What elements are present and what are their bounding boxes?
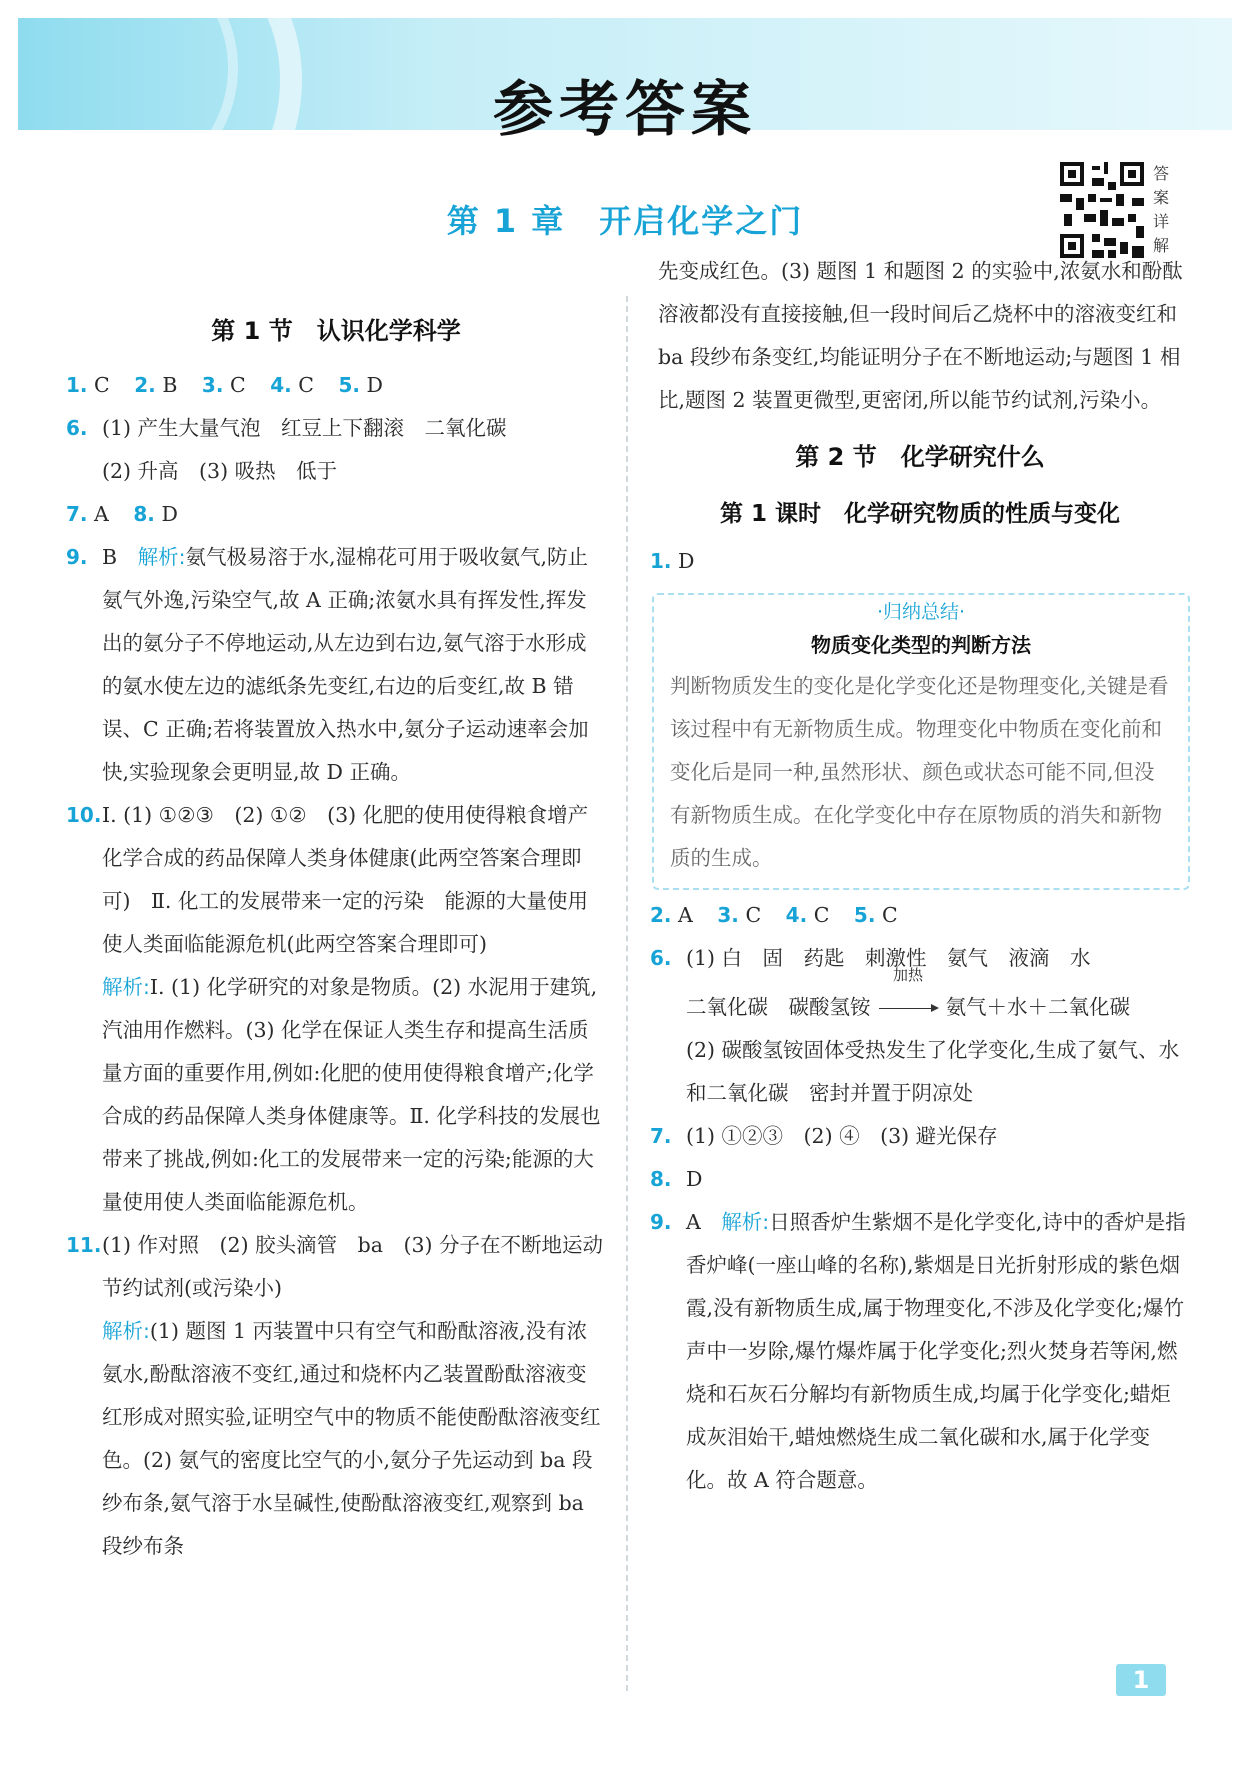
answer-item: 6. (1) 产生大量气泡 红豆上下翻滚 二氧化碳 (2) 升高 (3) 吸热 低于 [66,416,507,483]
summary-title: 物质变化类型的判断方法 [811,633,1031,657]
answer-item: 9. A 解析:日照香炉生紫烟不是化学变化,诗中的香炉是指香炉峰(一座山峰的名称),紫烟是日光折射形成的紫色烟霞,没有新物质生成,属于物理变化,不涉及化学变化;爆竹声中一岁除,爆竹爆炸属于化学变化;烈火焚身若等闲,燃烧和石灰石分解均有新物质生成,均属于化学变化;蜡炬成灰泪始干,蜡烛燃烧生成二氧化碳和水,属于化学变化。故 A 符合题意。 [650,1210,1186,1492]
summary-text: 判断物质发生的变化是化学变化还是物理变化,关键是看该过程中有无新物质生成。物理变化中物质在变化前和变化后是同一种,虽然形状、颜色或状态可能不同,但没有新物质生成。在化学变化中存在原物质的消失和新物质的生成。 [670,674,1169,870]
right-column [650,250,1190,1502]
answer-row: 1. D [650,549,695,573]
reaction-arrow: 加热 [877,986,939,1029]
answer-item: 10. Ⅰ. (1) ①②③ (2) ①② (3) 化肥的使用使得粮食增产 化学合成的药品保障人类身体健康(此两空答案合理即可) Ⅱ. 化工的发展带来一定的污染 能源的大量使用使人类面临能源危机(此两空答案合理即可) 解析:Ⅰ. (1) 化学研究的对象是物质。(2) 水泥用于建筑,汽油用作燃料。(3) 化学在保证人类生存和提高生活质量方面的重要作用,例如:化肥的使用使得粮食增产;化学合成的药品保障人类身体健康等。Ⅱ. 化学科技的发展也带来了挑战,例如:化工的发展带来一定的污染;能源的大量使用使人类面临能源危机。 [66,803,609,1214]
answer-item: 11. (1) 作对照 (2) 胶头滴管 ba (3) 分子在不断地运动 节约试剂(或污染小) 解析:(1) 题图 1 丙装置中只有空气和酚酞溶液,没有浓氨水,酚酞溶液不变红,通过和烧杯内乙装置酚酞溶液变红形成对照实验,证明空气中的物质不能使酚酞溶液变红色。(2) 氨气的密度比空气的小,氨分子先运动到 ba 段纱布条,氨气溶于水呈碱性,使酚酞溶液变红,观察到 ba 段纱布条 [66,1233,624,1558]
lesson-title: 第 1 课时 化学研究物质的性质与变化 [719,501,1121,527]
answer-row: 1. C 2. B 3. C 4. C 5. D [66,373,383,397]
answer-row: 2. A 3. C 4. C 5. C [650,903,898,927]
column-divider [626,296,628,1691]
page-number: 1 [1116,1664,1166,1696]
section-title: 第 2 节 化学研究什么 [795,443,1045,471]
answer-item: 9. B 解析:氨气极易溶于水,湿棉花可用于吸收氨气,防止氨气外逸,污染空气,故 A 正确;浓氨水具有挥发性,挥发出的氨分子不停地运动,从左边到右边,氨气溶于水形成的氨水使左边的滤纸条先变红,右边的后变红,故 B 错误、C 正确;若将装置放入热水中,氨分子运动速率会加快,实验现象会更明显,故 D 正确。 [66,545,589,784]
continued-text: 先变成红色。(3) 题图 1 和题图 2 的实验中,浓氨水和酚酞溶液都没有直接接触,但一段时间后乙烧杯中的溶液变红和 ba 段纱布条变红,均能证明分子在不断地运动;与题图 1 相比,题图 2 装置更微型,更密闭,所以能节约试剂,污染小。 [658,259,1183,412]
answer-row: 7. A 8. D [66,502,178,526]
page-title: 参考答案 [493,75,757,145]
section-title: 第 1 节 认识化学科学 [211,317,461,345]
chapter-title: 第 1 章 开启化学之门 [446,202,804,240]
left-column [66,300,624,1568]
qr-code-icon[interactable] [1056,158,1148,262]
summary-box [652,593,1190,890]
summary-tag: ·归纳总结· [876,601,966,623]
answer-item: 8. D [650,1167,703,1191]
answer-item: 6. (1) 白 固 药匙 刺激性 氨气 液滴 水 二氧化碳 碳酸氢铵 加热 氨气＋水＋二氧化碳 (2) 碳酸氢铵固体受热发生了化学变化,生成了氨气、水和二氧化碳 密封并置于阴凉处 [650,946,1180,1105]
answer-item: 7. (1) ①②③ (2) ④ (3) 避光保存 [650,1124,998,1148]
qr-label: 答 案 详 解 [1153,164,1170,255]
